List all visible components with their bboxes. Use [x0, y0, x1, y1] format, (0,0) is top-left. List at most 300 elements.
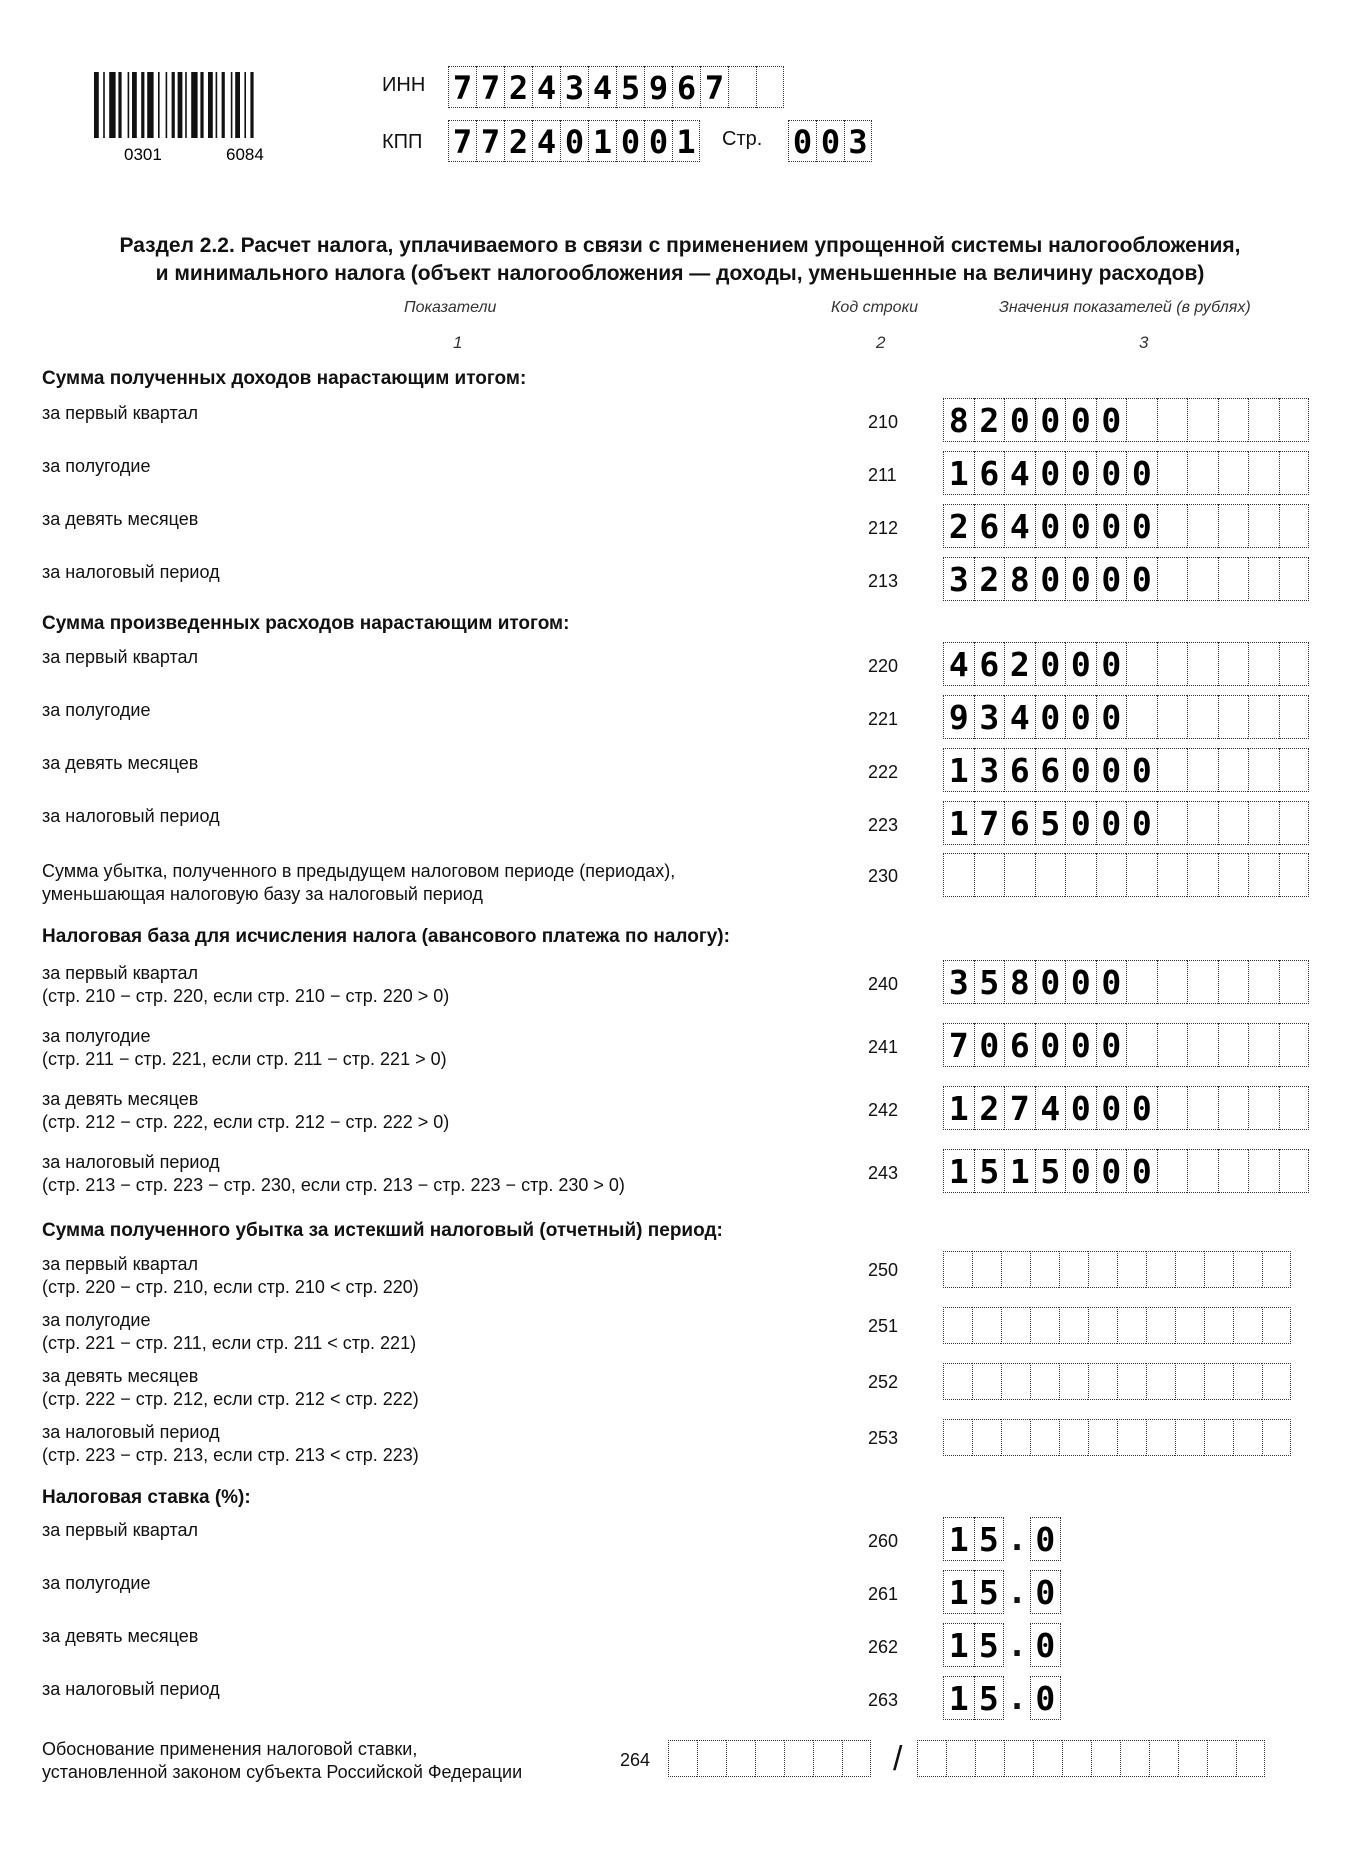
- digit-cell[interactable]: [1059, 1307, 1088, 1344]
- digit-cell[interactable]: [1279, 1086, 1310, 1130]
- digit-cell[interactable]: 0: [1096, 398, 1127, 442]
- digit-cell[interactable]: [1248, 1023, 1279, 1067]
- row-260-value[interactable]: [943, 1517, 1061, 1561]
- digit-cell[interactable]: 1: [943, 801, 974, 845]
- digit-cell[interactable]: 5: [974, 1149, 1005, 1193]
- row-221-value[interactable]: [943, 695, 1309, 739]
- digit-cell[interactable]: [972, 1363, 1001, 1400]
- digit-cell[interactable]: 1: [943, 748, 974, 792]
- digit-cell[interactable]: [756, 66, 784, 108]
- inn-field[interactable]: [448, 66, 784, 108]
- digit-cell[interactable]: 3: [974, 748, 1005, 792]
- digit-cell[interactable]: 8: [943, 398, 974, 442]
- digit-cell[interactable]: 9: [644, 66, 672, 108]
- digit-cell[interactable]: [1149, 1740, 1178, 1777]
- row-262-value[interactable]: [943, 1623, 1061, 1667]
- digit-cell[interactable]: 2: [943, 504, 974, 548]
- digit-cell[interactable]: 0: [1030, 1517, 1061, 1561]
- digit-cell[interactable]: [1248, 451, 1279, 495]
- digit-cell[interactable]: 6: [1004, 801, 1035, 845]
- digit-cell[interactable]: 2: [504, 120, 532, 162]
- row-210-value[interactable]: [943, 398, 1309, 442]
- rate-integer-part[interactable]: [943, 1676, 1004, 1720]
- digit-cell[interactable]: [974, 853, 1005, 897]
- digit-cell[interactable]: [1187, 398, 1218, 442]
- digit-cell[interactable]: [1218, 504, 1249, 548]
- row-211-label: за полугодие: [42, 456, 151, 476]
- digit-cell[interactable]: [1059, 1363, 1088, 1400]
- digit-cell[interactable]: [1004, 853, 1035, 897]
- digit-cell[interactable]: 5: [974, 1570, 1005, 1614]
- digit-cell[interactable]: [1187, 853, 1218, 897]
- digit-cell[interactable]: 0: [1096, 642, 1127, 686]
- digit-cell[interactable]: 5: [974, 1676, 1005, 1720]
- digit-cell[interactable]: [1248, 1086, 1279, 1130]
- digit-cell[interactable]: [1175, 1363, 1204, 1400]
- digit-cell[interactable]: [1157, 451, 1188, 495]
- digit-cell[interactable]: 0: [1096, 451, 1127, 495]
- digit-cell[interactable]: [1035, 853, 1066, 897]
- row-263-value[interactable]: [943, 1676, 1061, 1720]
- digit-cell[interactable]: [1279, 960, 1310, 1004]
- row-253-value[interactable]: [943, 1419, 1291, 1456]
- digit-cell[interactable]: [1187, 748, 1218, 792]
- digit-cell[interactable]: [1157, 801, 1188, 845]
- digit-cell[interactable]: [943, 853, 974, 897]
- digit-cell[interactable]: [1218, 1086, 1249, 1130]
- row-261-value[interactable]: [943, 1570, 1061, 1614]
- digit-cell[interactable]: [842, 1740, 871, 1777]
- digit-cell[interactable]: [1096, 853, 1127, 897]
- digit-cell[interactable]: [1248, 748, 1279, 792]
- digit-cell[interactable]: [943, 1251, 972, 1288]
- digit-cell[interactable]: 3: [943, 960, 974, 1004]
- digit-cell[interactable]: [1187, 1086, 1218, 1130]
- digit-cell[interactable]: [1004, 1740, 1033, 1777]
- digit-cell[interactable]: 0: [1126, 801, 1157, 845]
- digit-cell[interactable]: [1157, 960, 1188, 1004]
- digit-cell[interactable]: 8: [1004, 557, 1035, 601]
- digit-cell[interactable]: [1175, 1419, 1204, 1456]
- digit-cell[interactable]: 6: [974, 642, 1005, 686]
- digit-cell[interactable]: [697, 1740, 726, 1777]
- digit-cell[interactable]: [1088, 1251, 1117, 1288]
- digit-cell[interactable]: [1218, 748, 1249, 792]
- row-242-value[interactable]: [943, 1086, 1309, 1130]
- rate-fraction-part[interactable]: [1030, 1676, 1061, 1720]
- digit-cell[interactable]: [1001, 1251, 1030, 1288]
- digit-cell[interactable]: [1088, 1363, 1117, 1400]
- digit-cell[interactable]: [1218, 557, 1249, 601]
- row-220-value[interactable]: [943, 642, 1309, 686]
- digit-cell[interactable]: [1187, 642, 1218, 686]
- digit-cell[interactable]: [1030, 1363, 1059, 1400]
- digit-cell[interactable]: [813, 1740, 842, 1777]
- digit-cell[interactable]: [1218, 398, 1249, 442]
- digit-cell[interactable]: 4: [1004, 451, 1035, 495]
- digit-cell[interactable]: 0: [1065, 642, 1096, 686]
- digit-cell[interactable]: [1262, 1363, 1291, 1400]
- digit-cell[interactable]: 0: [1096, 960, 1127, 1004]
- rate-integer-part[interactable]: [943, 1570, 1004, 1614]
- row-243-value[interactable]: [943, 1149, 1309, 1193]
- digit-cell[interactable]: [1157, 748, 1188, 792]
- digit-cell[interactable]: 6: [1004, 1023, 1035, 1067]
- digit-cell[interactable]: [1088, 1307, 1117, 1344]
- digit-cell[interactable]: [943, 1363, 972, 1400]
- row-222-value[interactable]: [943, 748, 1309, 792]
- digit-cell[interactable]: 0: [1126, 1149, 1157, 1193]
- digit-cell[interactable]: 0: [1035, 642, 1066, 686]
- digit-cell[interactable]: [1233, 1363, 1262, 1400]
- digit-cell[interactable]: 7: [974, 801, 1005, 845]
- digit-cell[interactable]: [668, 1740, 697, 1777]
- digit-cell[interactable]: [1059, 1251, 1088, 1288]
- digit-cell[interactable]: [1157, 557, 1188, 601]
- digit-cell[interactable]: [1157, 853, 1188, 897]
- digit-cell[interactable]: [1248, 557, 1279, 601]
- digit-cell[interactable]: [1248, 853, 1279, 897]
- digit-cell[interactable]: 5: [1035, 801, 1066, 845]
- digit-cell[interactable]: [1204, 1307, 1233, 1344]
- digit-cell[interactable]: 7: [1004, 1086, 1035, 1130]
- row-212-value[interactable]: [943, 504, 1309, 548]
- digit-cell[interactable]: 0: [1035, 695, 1066, 739]
- section-title: [0, 232, 1360, 288]
- digit-cell[interactable]: [946, 1740, 975, 1777]
- digit-cell[interactable]: 0: [1030, 1570, 1061, 1614]
- digit-cell[interactable]: [1001, 1307, 1030, 1344]
- digit-cell[interactable]: [1059, 1419, 1088, 1456]
- digit-cell[interactable]: 4: [532, 66, 560, 108]
- digit-cell[interactable]: [1146, 1251, 1175, 1288]
- digit-cell[interactable]: [1218, 642, 1249, 686]
- digit-cell[interactable]: [1117, 1307, 1146, 1344]
- digit-cell[interactable]: [1248, 642, 1279, 686]
- digit-cell[interactable]: 0: [816, 120, 844, 162]
- digit-cell[interactable]: 3: [560, 66, 588, 108]
- digit-cell[interactable]: 0: [1030, 1676, 1061, 1720]
- digit-cell[interactable]: [1187, 557, 1218, 601]
- digit-cell[interactable]: 0: [1065, 801, 1096, 845]
- digit-cell[interactable]: [1236, 1740, 1265, 1777]
- digit-cell[interactable]: 0: [1065, 695, 1096, 739]
- digit-cell[interactable]: [1233, 1251, 1262, 1288]
- digit-cell[interactable]: 0: [1065, 504, 1096, 548]
- digit-cell[interactable]: [1126, 960, 1157, 1004]
- digit-cell[interactable]: [1262, 1307, 1291, 1344]
- digit-cell[interactable]: 0: [644, 120, 672, 162]
- digit-cell[interactable]: 1: [588, 120, 616, 162]
- digit-cell[interactable]: 5: [974, 1623, 1005, 1667]
- digit-cell[interactable]: 0: [560, 120, 588, 162]
- row-240-value[interactable]: [943, 960, 1309, 1004]
- digit-cell[interactable]: [1279, 853, 1310, 897]
- digit-cell[interactable]: [972, 1307, 1001, 1344]
- digit-cell[interactable]: [1157, 1023, 1188, 1067]
- digit-cell[interactable]: 7: [448, 120, 476, 162]
- digit-cell[interactable]: 0: [1096, 1086, 1127, 1130]
- digit-cell[interactable]: [975, 1740, 1004, 1777]
- row-223-value[interactable]: [943, 801, 1309, 845]
- digit-cell[interactable]: 4: [588, 66, 616, 108]
- digit-cell[interactable]: 0: [1096, 748, 1127, 792]
- digit-cell[interactable]: 6: [974, 451, 1005, 495]
- digit-cell[interactable]: 0: [1096, 1023, 1127, 1067]
- digit-cell[interactable]: [1062, 1740, 1091, 1777]
- digit-cell[interactable]: 0: [1030, 1623, 1061, 1667]
- digit-cell[interactable]: 0: [1065, 960, 1096, 1004]
- digit-cell[interactable]: 4: [1035, 1086, 1066, 1130]
- digit-cell[interactable]: [1157, 1086, 1188, 1130]
- digit-cell[interactable]: 0: [1096, 1149, 1127, 1193]
- digit-cell[interactable]: [1065, 853, 1096, 897]
- digit-cell[interactable]: 0: [1065, 398, 1096, 442]
- row-250-value[interactable]: [943, 1251, 1291, 1288]
- digit-cell[interactable]: 0: [974, 1023, 1005, 1067]
- digit-cell[interactable]: [1207, 1740, 1236, 1777]
- digit-cell[interactable]: 4: [1004, 695, 1035, 739]
- digit-cell[interactable]: 0: [788, 120, 816, 162]
- digit-cell[interactable]: 5: [974, 1517, 1005, 1561]
- digit-cell[interactable]: [1157, 398, 1188, 442]
- digit-cell[interactable]: 0: [1065, 1149, 1096, 1193]
- digit-cell[interactable]: 1: [943, 1623, 974, 1667]
- digit-cell[interactable]: [1218, 451, 1249, 495]
- rate-integer-part[interactable]: [943, 1623, 1004, 1667]
- digit-cell[interactable]: 1: [943, 1086, 974, 1130]
- digit-cell[interactable]: [943, 1419, 972, 1456]
- digit-cell[interactable]: 0: [1126, 748, 1157, 792]
- digit-cell[interactable]: [1126, 1023, 1157, 1067]
- digit-cell[interactable]: 0: [1126, 504, 1157, 548]
- digit-cell[interactable]: 7: [943, 1023, 974, 1067]
- digit-cell[interactable]: [1175, 1307, 1204, 1344]
- digit-cell[interactable]: [1233, 1419, 1262, 1456]
- digit-cell[interactable]: 5: [616, 66, 644, 108]
- digit-cell[interactable]: 7: [476, 120, 504, 162]
- digit-cell[interactable]: [1030, 1251, 1059, 1288]
- digit-cell[interactable]: 0: [1035, 504, 1066, 548]
- digit-cell[interactable]: [1126, 642, 1157, 686]
- digit-cell[interactable]: [1187, 504, 1218, 548]
- row-264-value-left[interactable]: [668, 1740, 871, 1777]
- digit-cell[interactable]: [1248, 504, 1279, 548]
- digit-cell[interactable]: [784, 1740, 813, 1777]
- digit-cell[interactable]: [1117, 1251, 1146, 1288]
- digit-cell[interactable]: 1: [943, 451, 974, 495]
- digit-cell[interactable]: [1146, 1419, 1175, 1456]
- rate-fraction-part[interactable]: [1030, 1570, 1061, 1614]
- row-230-value[interactable]: [943, 853, 1309, 897]
- digit-cell[interactable]: [1157, 1149, 1188, 1193]
- digit-cell[interactable]: 2: [504, 66, 532, 108]
- digit-cell[interactable]: [1248, 695, 1279, 739]
- digit-cell[interactable]: [1204, 1419, 1233, 1456]
- digit-cell[interactable]: 0: [1065, 1023, 1096, 1067]
- digit-cell[interactable]: [1001, 1363, 1030, 1400]
- digit-cell[interactable]: 6: [1035, 748, 1066, 792]
- row-213-value[interactable]: [943, 557, 1309, 601]
- digit-cell[interactable]: [1117, 1363, 1146, 1400]
- digit-cell[interactable]: 0: [1096, 557, 1127, 601]
- digit-cell[interactable]: 3: [943, 557, 974, 601]
- digit-cell[interactable]: [1279, 398, 1310, 442]
- digit-cell[interactable]: [1279, 451, 1310, 495]
- kpp-field[interactable]: [448, 120, 700, 162]
- row-210-label: за первый квартал: [42, 403, 199, 423]
- digit-cell[interactable]: 1: [1004, 1149, 1035, 1193]
- digit-cell[interactable]: 0: [1096, 504, 1127, 548]
- digit-cell[interactable]: [1248, 801, 1279, 845]
- digit-cell[interactable]: [1248, 398, 1279, 442]
- digit-cell[interactable]: 1: [943, 1517, 974, 1561]
- digit-cell[interactable]: 4: [943, 642, 974, 686]
- digit-cell[interactable]: 5: [1035, 1149, 1066, 1193]
- digit-cell[interactable]: [726, 1740, 755, 1777]
- digit-cell[interactable]: [1218, 801, 1249, 845]
- digit-cell[interactable]: [1218, 1149, 1249, 1193]
- row-252-value[interactable]: [943, 1363, 1291, 1400]
- digit-cell[interactable]: 7: [476, 66, 504, 108]
- digit-cell[interactable]: [1126, 398, 1157, 442]
- digit-cell[interactable]: [1262, 1251, 1291, 1288]
- digit-cell[interactable]: 0: [1004, 398, 1035, 442]
- digit-cell[interactable]: 7: [448, 66, 476, 108]
- digit-cell[interactable]: [1091, 1740, 1120, 1777]
- digit-cell[interactable]: [1001, 1419, 1030, 1456]
- digit-cell[interactable]: 1: [943, 1149, 974, 1193]
- digit-cell[interactable]: [1233, 1307, 1262, 1344]
- digit-cell[interactable]: [1030, 1419, 1059, 1456]
- digit-cell[interactable]: [1187, 451, 1218, 495]
- digit-cell[interactable]: [755, 1740, 784, 1777]
- digit-cell[interactable]: [1187, 960, 1218, 1004]
- digit-cell[interactable]: 2: [1004, 642, 1035, 686]
- digit-cell[interactable]: 0: [1065, 748, 1096, 792]
- digit-cell[interactable]: 0: [1065, 451, 1096, 495]
- digit-cell[interactable]: 0: [1126, 1086, 1157, 1130]
- digit-cell[interactable]: [1126, 695, 1157, 739]
- row-251-value[interactable]: [943, 1307, 1291, 1344]
- digit-cell[interactable]: [728, 66, 756, 108]
- digit-cell[interactable]: 3: [844, 120, 872, 162]
- digit-cell[interactable]: 0: [1035, 1023, 1066, 1067]
- digit-cell[interactable]: [1262, 1419, 1291, 1456]
- digit-cell[interactable]: 4: [1004, 504, 1035, 548]
- digit-cell[interactable]: [1157, 504, 1188, 548]
- digit-cell[interactable]: 0: [616, 120, 644, 162]
- row-230-label-line-1: Сумма убытка, полученного в предыдущем налоговом периоде (периодах),: [42, 861, 676, 881]
- digit-cell[interactable]: [1279, 748, 1310, 792]
- digit-cell[interactable]: [943, 1307, 972, 1344]
- digit-cell[interactable]: 1: [943, 1570, 974, 1614]
- digit-cell[interactable]: 0: [1035, 960, 1066, 1004]
- digit-cell[interactable]: 2: [974, 557, 1005, 601]
- barcode-bar: [172, 72, 175, 138]
- digit-cell[interactable]: 2: [974, 1086, 1005, 1130]
- digit-cell[interactable]: 0: [1035, 398, 1066, 442]
- digit-cell[interactable]: 0: [1065, 557, 1096, 601]
- digit-cell[interactable]: 1: [943, 1676, 974, 1720]
- digit-cell[interactable]: [1187, 1149, 1218, 1193]
- digit-cell[interactable]: [1279, 801, 1310, 845]
- digit-cell[interactable]: 1: [672, 120, 700, 162]
- digit-cell[interactable]: [1157, 695, 1188, 739]
- digit-cell[interactable]: [1146, 1307, 1175, 1344]
- row-261-label: за полугодие: [42, 1573, 151, 1593]
- digit-cell[interactable]: [1187, 695, 1218, 739]
- digit-cell[interactable]: [1033, 1740, 1062, 1777]
- rate-integer-part[interactable]: [943, 1517, 1004, 1561]
- digit-cell[interactable]: [917, 1740, 946, 1777]
- digit-cell[interactable]: 6: [1004, 748, 1035, 792]
- digit-cell[interactable]: [1248, 960, 1279, 1004]
- digit-cell[interactable]: [1120, 1740, 1149, 1777]
- digit-cell[interactable]: [1187, 1023, 1218, 1067]
- digit-cell[interactable]: 4: [532, 120, 560, 162]
- digit-cell[interactable]: [1157, 642, 1188, 686]
- digit-cell[interactable]: [1218, 1023, 1249, 1067]
- digit-cell[interactable]: [1218, 853, 1249, 897]
- digit-cell[interactable]: 0: [1126, 557, 1157, 601]
- digit-cell[interactable]: [1279, 642, 1310, 686]
- digit-cell[interactable]: 0: [1096, 695, 1127, 739]
- digit-cell[interactable]: [1178, 1740, 1207, 1777]
- digit-cell[interactable]: [1204, 1363, 1233, 1400]
- digit-cell[interactable]: [1279, 1023, 1310, 1067]
- digit-cell[interactable]: [1187, 801, 1218, 845]
- digit-cell[interactable]: 6: [672, 66, 700, 108]
- digit-cell[interactable]: 0: [1096, 801, 1127, 845]
- digit-cell[interactable]: [1088, 1419, 1117, 1456]
- digit-cell[interactable]: [1279, 504, 1310, 548]
- digit-cell[interactable]: 0: [1035, 557, 1066, 601]
- digit-cell[interactable]: [1117, 1419, 1146, 1456]
- digit-cell[interactable]: 5: [974, 960, 1005, 1004]
- digit-cell[interactable]: [972, 1419, 1001, 1456]
- digit-cell[interactable]: [1146, 1363, 1175, 1400]
- digit-cell[interactable]: 0: [1126, 451, 1157, 495]
- digit-cell[interactable]: 6: [974, 504, 1005, 548]
- digit-cell[interactable]: [1126, 853, 1157, 897]
- digit-cell[interactable]: 8: [1004, 960, 1035, 1004]
- digit-cell[interactable]: 3: [974, 695, 1005, 739]
- rate-fraction-part[interactable]: [1030, 1517, 1061, 1561]
- barcode-bar: [222, 72, 225, 138]
- digit-cell[interactable]: [1218, 960, 1249, 1004]
- page-field[interactable]: [788, 120, 872, 162]
- digit-cell[interactable]: [1279, 557, 1310, 601]
- digit-cell[interactable]: [972, 1251, 1001, 1288]
- rate-fraction-part[interactable]: [1030, 1623, 1061, 1667]
- digit-cell[interactable]: 2: [974, 398, 1005, 442]
- digit-cell[interactable]: 9: [943, 695, 974, 739]
- digit-cell[interactable]: 7: [700, 66, 728, 108]
- digit-cell[interactable]: 0: [1065, 1086, 1096, 1130]
- digit-cell[interactable]: [1279, 1149, 1310, 1193]
- row-211-value[interactable]: [943, 451, 1309, 495]
- digit-cell[interactable]: [1248, 1149, 1279, 1193]
- row-264-value-right[interactable]: [917, 1740, 1265, 1777]
- digit-cell[interactable]: [1030, 1307, 1059, 1344]
- digit-cell[interactable]: [1204, 1251, 1233, 1288]
- digit-cell[interactable]: [1218, 695, 1249, 739]
- digit-cell[interactable]: [1279, 695, 1310, 739]
- digit-cell[interactable]: 0: [1035, 451, 1066, 495]
- row-241-value[interactable]: [943, 1023, 1309, 1067]
- digit-cell[interactable]: [1175, 1251, 1204, 1288]
